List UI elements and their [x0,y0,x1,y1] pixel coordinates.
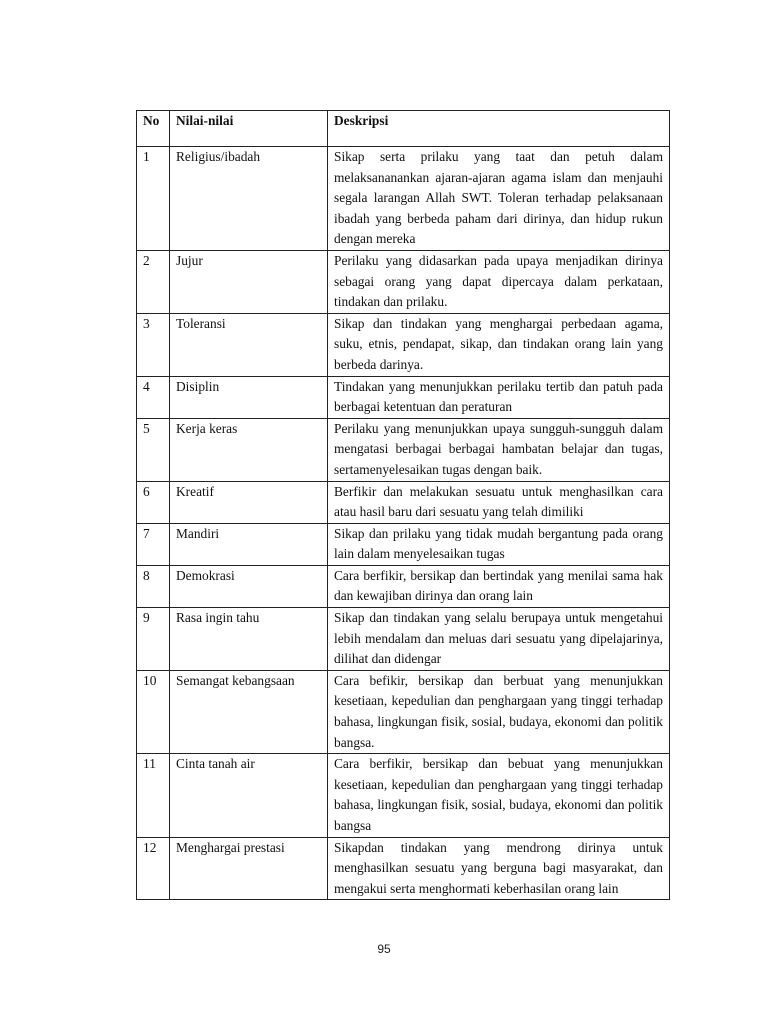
header-no: No [137,111,170,147]
table-row [137,837,670,900]
row-number: 11 [137,754,170,837]
table-row [137,670,670,753]
row-number: 7 [137,523,170,565]
row-description: Sikap dan tindakan yang selalu berupaya untuk mengetahui lebih mendalam dan meluas dari sesuatu yang dipelajarinya, dilihat dan didengar [328,608,670,671]
row-value: Rasa ingin tahu [170,608,328,671]
table-row [137,376,670,418]
row-description: Cara berfikir, bersikap dan bertindak yang menilai sama hak dan kewajiban dirinya dan orang lain [328,565,670,607]
row-number: 2 [137,250,170,313]
table-row [137,754,670,837]
table-row [137,418,670,481]
row-description: Cara befikir, bersikap dan berbuat yang menunjukkan kesetiaan, kepedulian dan penghargaan yang tinggi terhadap bahasa, lingkungan fisik, sosial, budaya, ekonomi dan politik bangsa. [328,670,670,753]
row-number: 12 [137,837,170,900]
row-description: Tindakan yang menunjukkan perilaku tertib dan patuh pada berbagai ketentuan dan peraturan [328,376,670,418]
row-value: Religius/ibadah [170,147,328,251]
row-number: 9 [137,608,170,671]
row-value: Menghargai prestasi [170,837,328,900]
row-description: Sikap dan prilaku yang tidak mudah bergantung pada orang lain dalam menyelesaikan tugas [328,523,670,565]
table-row [137,565,670,607]
row-description: Sikap dan tindakan yang menghargai perbedaan agama, suku, etnis, pendapat, sikap, dan tindakan orang lain yang berbeda darinya. [328,313,670,376]
row-value: Cinta tanah air [170,754,328,837]
row-value: Jujur [170,250,328,313]
row-number: 8 [137,565,170,607]
table-header-row [137,111,670,147]
row-description: Cara berfikir, bersikap dan bebuat yang menunjukkan kesetiaan, kepedulian dan penghargaan yang tinggi terhadap bahasa, lingkungan fisik, sosial, budaya, ekonomi dan politik bangsa [328,754,670,837]
header-value: Nilai-nilai [170,111,328,147]
row-value: Kreatif [170,481,328,523]
row-number: 6 [137,481,170,523]
page-number: 95 [377,942,391,956]
row-description: Perilaku yang menunjukkan upaya sungguh-sungguh dalam mengatasi berbagai berbagai hambatan belajar dan tugas, sertamenyelesaikan tugas dengan baik. [328,418,670,481]
table-row [137,313,670,376]
table-row [137,147,670,251]
table-row [137,523,670,565]
row-number: 3 [137,313,170,376]
row-value: Disiplin [170,376,328,418]
table-row [137,481,670,523]
table-row [137,608,670,671]
row-value: Mandiri [170,523,328,565]
row-number: 1 [137,147,170,251]
values-table [136,110,670,900]
row-value: Semangat kebangsaan [170,670,328,753]
table-row [137,250,670,313]
header-description: Deskripsi [328,111,670,147]
row-description: Sikap serta prilaku yang taat dan petuh dalam melaksananankan ajaran-ajaran agama islam dan menjauhi segala larangan Allah SWT. Toleran terhadap pelaksanaan ibadah yang berbeda paham dari dirinya, dan hidup rukun dengan mereka [328,147,670,251]
row-value: Demokrasi [170,565,328,607]
row-number: 5 [137,418,170,481]
row-number: 10 [137,670,170,753]
row-value: Kerja keras [170,418,328,481]
row-description: Berfikir dan melakukan sesuatu untuk menghasilkan cara atau hasil baru dari sesuatu yang telah dimiliki [328,481,670,523]
row-description: Perilaku yang didasarkan pada upaya menjadikan dirinya sebagai orang yang dapat dipercaya dalam perkataan, tindakan dan prilaku. [328,250,670,313]
row-number: 4 [137,376,170,418]
row-description: Sikapdan tindakan yang mendrong dirinya untuk menghasilkan sesuatu yang berguna bagi masyarakat, dan mengakui serta menghormati keberhasilan orang lain [328,837,670,900]
row-value: Toleransi [170,313,328,376]
